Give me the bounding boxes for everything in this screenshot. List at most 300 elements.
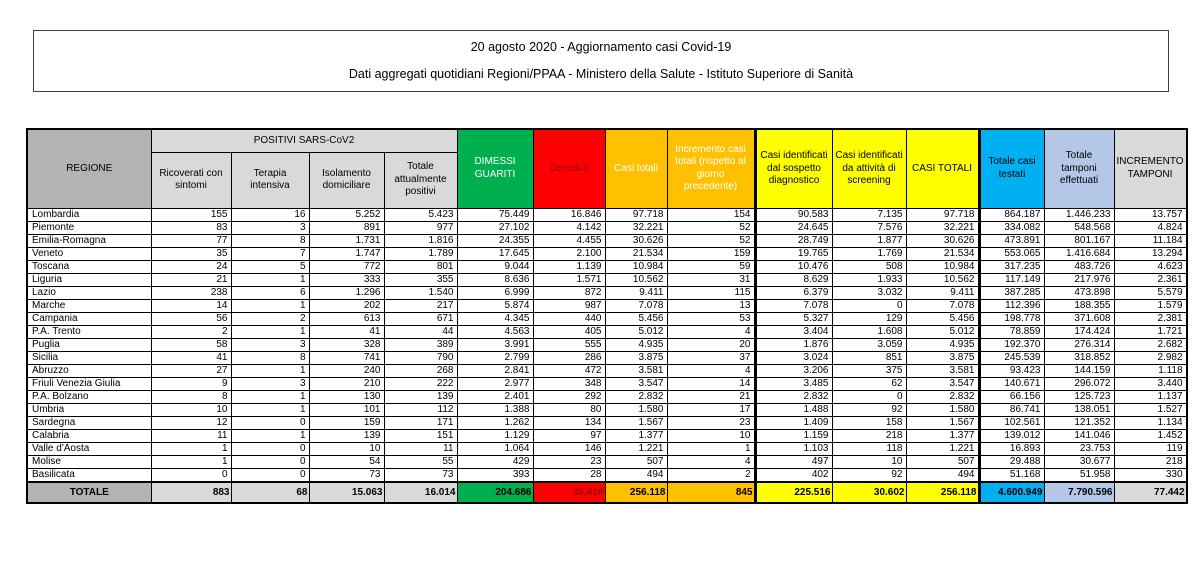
value-cell: 292 bbox=[533, 390, 605, 403]
value-cell: 146 bbox=[533, 442, 605, 455]
table-row bbox=[27, 429, 1187, 442]
covid-data-table bbox=[26, 128, 1188, 504]
value-cell: 2 bbox=[151, 325, 231, 338]
value-cell: 671 bbox=[384, 312, 457, 325]
value-cell: 328 bbox=[309, 338, 384, 351]
value-cell: 1.608 bbox=[832, 325, 906, 338]
value-cell: 296.072 bbox=[1044, 377, 1114, 390]
value-cell: 102.561 bbox=[979, 416, 1044, 429]
value-cell: 32.221 bbox=[605, 221, 667, 234]
region-name-cell: Campania bbox=[27, 312, 151, 325]
region-name-cell: Basilicata bbox=[27, 468, 151, 482]
col-header-deceduti: Deceduti bbox=[533, 129, 605, 208]
value-cell: 59 bbox=[667, 260, 755, 273]
value-cell: 7.078 bbox=[755, 299, 832, 312]
value-cell: 5 bbox=[231, 260, 309, 273]
value-cell: 1.488 bbox=[755, 403, 832, 416]
value-cell: 2.841 bbox=[457, 364, 533, 377]
col-group-positivi: POSITIVI SARS-CoV2 bbox=[151, 129, 457, 152]
value-cell: 118 bbox=[832, 442, 906, 455]
value-cell: 134 bbox=[533, 416, 605, 429]
value-cell: 318.852 bbox=[1044, 351, 1114, 364]
value-cell: 1.064 bbox=[457, 442, 533, 455]
value-cell: 13.294 bbox=[1114, 247, 1187, 260]
value-cell: 5.423 bbox=[384, 208, 457, 221]
region-name-cell: Veneto bbox=[27, 247, 151, 260]
value-cell: 140.671 bbox=[979, 377, 1044, 390]
value-cell: 3.404 bbox=[755, 325, 832, 338]
value-cell: 222 bbox=[384, 377, 457, 390]
value-cell: 9.411 bbox=[605, 286, 667, 299]
value-cell: 1.452 bbox=[1114, 429, 1187, 442]
table-row bbox=[27, 273, 1187, 286]
value-cell: 2.381 bbox=[1114, 312, 1187, 325]
value-cell: 4.142 bbox=[533, 221, 605, 234]
value-cell: 5.874 bbox=[457, 299, 533, 312]
value-cell: 790 bbox=[384, 351, 457, 364]
value-cell: 1.789 bbox=[384, 247, 457, 260]
value-cell: 210 bbox=[309, 377, 384, 390]
title-box bbox=[33, 30, 1169, 92]
total-row bbox=[27, 482, 1187, 503]
total-value-cell: 225.516 bbox=[755, 482, 832, 503]
value-cell: 119 bbox=[1114, 442, 1187, 455]
value-cell: 3.059 bbox=[832, 338, 906, 351]
value-cell: 0 bbox=[231, 468, 309, 482]
value-cell: 21.534 bbox=[605, 247, 667, 260]
col-header-ricoverati: Ricoverati con sintomi bbox=[151, 152, 231, 208]
value-cell: 159 bbox=[309, 416, 384, 429]
value-cell: 0 bbox=[231, 442, 309, 455]
value-cell: 2.982 bbox=[1114, 351, 1187, 364]
value-cell: 1.134 bbox=[1114, 416, 1187, 429]
value-cell: 138.051 bbox=[1044, 403, 1114, 416]
col-header-isolamento: Isolamento domiciliare bbox=[309, 152, 384, 208]
total-value-cell: 883 bbox=[151, 482, 231, 503]
title-line-1: 20 agosto 2020 - Aggiornamento casi Covid-19 bbox=[470, 40, 732, 54]
table-row bbox=[27, 442, 1187, 455]
region-name-cell: Emilia-Romagna bbox=[27, 234, 151, 247]
value-cell: 78.859 bbox=[979, 325, 1044, 338]
value-cell: 1.816 bbox=[384, 234, 457, 247]
value-cell: 472 bbox=[533, 364, 605, 377]
value-cell: 613 bbox=[309, 312, 384, 325]
value-cell: 92 bbox=[832, 468, 906, 482]
value-cell: 355 bbox=[384, 273, 457, 286]
title-line-2: Dati aggregati quotidiani Regioni/PPAA - Ministero della Salute - Istituto Superiore di Sanità bbox=[348, 67, 854, 81]
region-name-cell: Molise bbox=[27, 455, 151, 468]
region-name-cell: Lazio bbox=[27, 286, 151, 299]
value-cell: 741 bbox=[309, 351, 384, 364]
value-cell: 555 bbox=[533, 338, 605, 351]
value-cell: 5.456 bbox=[605, 312, 667, 325]
value-cell: 32.221 bbox=[906, 221, 979, 234]
value-cell: 548.568 bbox=[1044, 221, 1114, 234]
value-cell: 93.423 bbox=[979, 364, 1044, 377]
value-cell: 3 bbox=[231, 338, 309, 351]
value-cell: 508 bbox=[832, 260, 906, 273]
value-cell: 14 bbox=[151, 299, 231, 312]
table-row bbox=[27, 247, 1187, 260]
value-cell: 1 bbox=[667, 442, 755, 455]
col-header-casi-totali-2: CASI TOTALI bbox=[906, 129, 979, 208]
total-value-cell: 256.118 bbox=[906, 482, 979, 503]
value-cell: 4.623 bbox=[1114, 260, 1187, 273]
value-cell: 56 bbox=[151, 312, 231, 325]
region-name-cell: Sardegna bbox=[27, 416, 151, 429]
table-row bbox=[27, 468, 1187, 482]
table-row bbox=[27, 234, 1187, 247]
value-cell: 3.991 bbox=[457, 338, 533, 351]
value-cell: 393 bbox=[457, 468, 533, 482]
value-cell: 4 bbox=[667, 455, 755, 468]
value-cell: 144.159 bbox=[1044, 364, 1114, 377]
col-header-totale-positivi: Totale attualmente positivi bbox=[384, 152, 457, 208]
value-cell: 51.168 bbox=[979, 468, 1044, 482]
value-cell: 4.563 bbox=[457, 325, 533, 338]
value-cell: 2.832 bbox=[906, 390, 979, 403]
value-cell: 3.024 bbox=[755, 351, 832, 364]
region-name-cell: Toscana bbox=[27, 260, 151, 273]
value-cell: 30.677 bbox=[1044, 455, 1114, 468]
value-cell: 23 bbox=[667, 416, 755, 429]
value-cell: 16.846 bbox=[533, 208, 605, 221]
total-value-cell: 68 bbox=[231, 482, 309, 503]
value-cell: 4 bbox=[667, 364, 755, 377]
value-cell: 8.636 bbox=[457, 273, 533, 286]
value-cell: 151 bbox=[384, 429, 457, 442]
value-cell: 17.645 bbox=[457, 247, 533, 260]
value-cell: 55 bbox=[384, 455, 457, 468]
value-cell: 507 bbox=[605, 455, 667, 468]
table-row bbox=[27, 286, 1187, 299]
value-cell: 10 bbox=[151, 403, 231, 416]
value-cell: 10.984 bbox=[906, 260, 979, 273]
value-cell: 4.935 bbox=[605, 338, 667, 351]
col-header-sospetto-diagnostico: Casi identificati dal sospetto diagnostico bbox=[755, 129, 832, 208]
table-row bbox=[27, 377, 1187, 390]
value-cell: 864.187 bbox=[979, 208, 1044, 221]
value-cell: 8 bbox=[231, 351, 309, 364]
value-cell: 4.824 bbox=[1114, 221, 1187, 234]
value-cell: 218 bbox=[832, 429, 906, 442]
value-cell: 473.898 bbox=[1044, 286, 1114, 299]
value-cell: 54 bbox=[309, 455, 384, 468]
value-cell: 1.129 bbox=[457, 429, 533, 442]
value-cell: 139 bbox=[384, 390, 457, 403]
value-cell: 198.778 bbox=[979, 312, 1044, 325]
value-cell: 0 bbox=[151, 468, 231, 482]
value-cell: 987 bbox=[533, 299, 605, 312]
value-cell: 440 bbox=[533, 312, 605, 325]
region-name-cell: Umbria bbox=[27, 403, 151, 416]
value-cell: 891 bbox=[309, 221, 384, 234]
value-cell: 13 bbox=[667, 299, 755, 312]
col-header-terapia-intensiva: Terapia intensiva bbox=[231, 152, 309, 208]
region-name-cell: P.A. Bolzano bbox=[27, 390, 151, 403]
value-cell: 159 bbox=[667, 247, 755, 260]
value-cell: 28.749 bbox=[755, 234, 832, 247]
total-value-cell: 77.442 bbox=[1114, 482, 1187, 503]
value-cell: 3.547 bbox=[605, 377, 667, 390]
value-cell: 24 bbox=[151, 260, 231, 273]
value-cell: 23 bbox=[533, 455, 605, 468]
value-cell: 2.361 bbox=[1114, 273, 1187, 286]
value-cell: 5.327 bbox=[755, 312, 832, 325]
value-cell: 86.741 bbox=[979, 403, 1044, 416]
col-header-screening: Casi identificati da attività di screening bbox=[832, 129, 906, 208]
value-cell: 129 bbox=[832, 312, 906, 325]
table-row bbox=[27, 312, 1187, 325]
table-row bbox=[27, 260, 1187, 273]
value-cell: 11.184 bbox=[1114, 234, 1187, 247]
table-row bbox=[27, 403, 1187, 416]
table-row bbox=[27, 221, 1187, 234]
value-cell: 66.156 bbox=[979, 390, 1044, 403]
value-cell: 3.032 bbox=[832, 286, 906, 299]
col-header-dimessi-guariti: DIMESSI GUARITI bbox=[457, 129, 533, 208]
table-body bbox=[27, 208, 1187, 482]
value-cell: 80 bbox=[533, 403, 605, 416]
value-cell: 5.012 bbox=[906, 325, 979, 338]
value-cell: 977 bbox=[384, 221, 457, 234]
value-cell: 11 bbox=[384, 442, 457, 455]
value-cell: 245.539 bbox=[979, 351, 1044, 364]
value-cell: 2 bbox=[231, 312, 309, 325]
value-cell: 9.044 bbox=[457, 260, 533, 273]
region-name-cell: Lombardia bbox=[27, 208, 151, 221]
value-cell: 1.527 bbox=[1114, 403, 1187, 416]
value-cell: 405 bbox=[533, 325, 605, 338]
value-cell: 2.799 bbox=[457, 351, 533, 364]
table-row bbox=[27, 208, 1187, 221]
value-cell: 154 bbox=[667, 208, 755, 221]
value-cell: 2 bbox=[667, 468, 755, 482]
value-cell: 317.235 bbox=[979, 260, 1044, 273]
value-cell: 1 bbox=[151, 455, 231, 468]
value-cell: 1 bbox=[231, 390, 309, 403]
value-cell: 139.012 bbox=[979, 429, 1044, 442]
value-cell: 53 bbox=[667, 312, 755, 325]
value-cell: 507 bbox=[906, 455, 979, 468]
value-cell: 10 bbox=[667, 429, 755, 442]
value-cell: 13.757 bbox=[1114, 208, 1187, 221]
col-header-incremento-casi: Incremento casi totali (rispetto al giorno precedente) bbox=[667, 129, 755, 208]
value-cell: 51.958 bbox=[1044, 468, 1114, 482]
value-cell: 9.411 bbox=[906, 286, 979, 299]
value-cell: 44 bbox=[384, 325, 457, 338]
value-cell: 3 bbox=[231, 221, 309, 234]
value-cell: 1.409 bbox=[755, 416, 832, 429]
value-cell: 52 bbox=[667, 234, 755, 247]
region-name-cell: Sicilia bbox=[27, 351, 151, 364]
value-cell: 2.100 bbox=[533, 247, 605, 260]
col-header-casi-testati: Totale casi testati bbox=[979, 129, 1044, 208]
value-cell: 97.718 bbox=[605, 208, 667, 221]
value-cell: 238 bbox=[151, 286, 231, 299]
value-cell: 125.723 bbox=[1044, 390, 1114, 403]
region-name-cell: Friuli Venezia Giulia bbox=[27, 377, 151, 390]
value-cell: 1 bbox=[231, 429, 309, 442]
value-cell: 1.580 bbox=[906, 403, 979, 416]
total-value-cell: 256.118 bbox=[605, 482, 667, 503]
value-cell: 10.984 bbox=[605, 260, 667, 273]
value-cell: 27.102 bbox=[457, 221, 533, 234]
value-cell: 7 bbox=[231, 247, 309, 260]
value-cell: 141.046 bbox=[1044, 429, 1114, 442]
value-cell: 286 bbox=[533, 351, 605, 364]
value-cell: 75.449 bbox=[457, 208, 533, 221]
value-cell: 188.355 bbox=[1044, 299, 1114, 312]
table-footer bbox=[27, 482, 1187, 503]
value-cell: 202 bbox=[309, 299, 384, 312]
table-row bbox=[27, 416, 1187, 429]
table-row bbox=[27, 299, 1187, 312]
value-cell: 3.875 bbox=[605, 351, 667, 364]
value-cell: 139 bbox=[309, 429, 384, 442]
value-cell: 5.456 bbox=[906, 312, 979, 325]
total-value-cell: 16.014 bbox=[384, 482, 457, 503]
col-header-regione: REGIONE bbox=[27, 129, 151, 208]
total-value-cell: 4.600.949 bbox=[979, 482, 1044, 503]
value-cell: 333 bbox=[309, 273, 384, 286]
value-cell: 801.167 bbox=[1044, 234, 1114, 247]
value-cell: 17 bbox=[667, 403, 755, 416]
value-cell: 0 bbox=[231, 416, 309, 429]
value-cell: 8 bbox=[231, 234, 309, 247]
value-cell: 348 bbox=[533, 377, 605, 390]
value-cell: 497 bbox=[755, 455, 832, 468]
value-cell: 158 bbox=[832, 416, 906, 429]
value-cell: 7.135 bbox=[832, 208, 906, 221]
value-cell: 62 bbox=[832, 377, 906, 390]
value-cell: 387.285 bbox=[979, 286, 1044, 299]
value-cell: 29.488 bbox=[979, 455, 1044, 468]
value-cell: 1.567 bbox=[605, 416, 667, 429]
value-cell: 1.388 bbox=[457, 403, 533, 416]
value-cell: 4.345 bbox=[457, 312, 533, 325]
value-cell: 6 bbox=[231, 286, 309, 299]
value-cell: 217 bbox=[384, 299, 457, 312]
total-value-cell: 35.418 bbox=[533, 482, 605, 503]
value-cell: 130 bbox=[309, 390, 384, 403]
value-cell: 1.876 bbox=[755, 338, 832, 351]
value-cell: 218 bbox=[1114, 455, 1187, 468]
value-cell: 41 bbox=[309, 325, 384, 338]
value-cell: 28 bbox=[533, 468, 605, 482]
table-header bbox=[27, 129, 1187, 208]
value-cell: 14 bbox=[667, 377, 755, 390]
value-cell: 553.065 bbox=[979, 247, 1044, 260]
value-cell: 5.012 bbox=[605, 325, 667, 338]
value-cell: 174.424 bbox=[1044, 325, 1114, 338]
value-cell: 3 bbox=[231, 377, 309, 390]
table-row bbox=[27, 325, 1187, 338]
value-cell: 2.401 bbox=[457, 390, 533, 403]
table-row bbox=[27, 390, 1187, 403]
value-cell: 5.579 bbox=[1114, 286, 1187, 299]
table-row bbox=[27, 351, 1187, 364]
table-row bbox=[27, 364, 1187, 377]
value-cell: 7.078 bbox=[605, 299, 667, 312]
table-row bbox=[27, 455, 1187, 468]
value-cell: 73 bbox=[384, 468, 457, 482]
value-cell: 2.832 bbox=[605, 390, 667, 403]
value-cell: 10 bbox=[832, 455, 906, 468]
value-cell: 494 bbox=[605, 468, 667, 482]
value-cell: 6.379 bbox=[755, 286, 832, 299]
value-cell: 19.765 bbox=[755, 247, 832, 260]
value-cell: 1.877 bbox=[832, 234, 906, 247]
value-cell: 375 bbox=[832, 364, 906, 377]
value-cell: 4.455 bbox=[533, 234, 605, 247]
value-cell: 429 bbox=[457, 455, 533, 468]
value-cell: 52 bbox=[667, 221, 755, 234]
total-value-cell: 7.790.596 bbox=[1044, 482, 1114, 503]
value-cell: 240 bbox=[309, 364, 384, 377]
value-cell: 483.726 bbox=[1044, 260, 1114, 273]
table-row bbox=[27, 338, 1187, 351]
region-name-cell: Marche bbox=[27, 299, 151, 312]
value-cell: 1.377 bbox=[906, 429, 979, 442]
value-cell: 10.562 bbox=[906, 273, 979, 286]
value-cell: 1.747 bbox=[309, 247, 384, 260]
value-cell: 1 bbox=[231, 403, 309, 416]
value-cell: 1.262 bbox=[457, 416, 533, 429]
value-cell: 217.976 bbox=[1044, 273, 1114, 286]
value-cell: 1.103 bbox=[755, 442, 832, 455]
value-cell: 21 bbox=[151, 273, 231, 286]
value-cell: 1.296 bbox=[309, 286, 384, 299]
value-cell: 83 bbox=[151, 221, 231, 234]
value-cell: 117.149 bbox=[979, 273, 1044, 286]
value-cell: 112 bbox=[384, 403, 457, 416]
value-cell: 21 bbox=[667, 390, 755, 403]
value-cell: 494 bbox=[906, 468, 979, 482]
value-cell: 58 bbox=[151, 338, 231, 351]
value-cell: 402 bbox=[755, 468, 832, 482]
region-name-cell: Liguria bbox=[27, 273, 151, 286]
value-cell: 2.977 bbox=[457, 377, 533, 390]
value-cell: 1.446.233 bbox=[1044, 208, 1114, 221]
value-cell: 1.416.684 bbox=[1044, 247, 1114, 260]
value-cell: 0 bbox=[832, 299, 906, 312]
value-cell: 16 bbox=[231, 208, 309, 221]
value-cell: 10.476 bbox=[755, 260, 832, 273]
value-cell: 1.933 bbox=[832, 273, 906, 286]
value-cell: 772 bbox=[309, 260, 384, 273]
value-cell: 851 bbox=[832, 351, 906, 364]
value-cell: 0 bbox=[832, 390, 906, 403]
region-name-cell: Calabria bbox=[27, 429, 151, 442]
value-cell: 30.626 bbox=[906, 234, 979, 247]
value-cell: 97 bbox=[533, 429, 605, 442]
total-label-cell: TOTALE bbox=[27, 482, 151, 503]
value-cell: 2.832 bbox=[755, 390, 832, 403]
value-cell: 330 bbox=[1114, 468, 1187, 482]
col-header-tamponi-effettuati: Totale tamponi effettuati bbox=[1044, 129, 1114, 208]
total-value-cell: 204.686 bbox=[457, 482, 533, 503]
value-cell: 8.629 bbox=[755, 273, 832, 286]
value-cell: 1.221 bbox=[605, 442, 667, 455]
total-value-cell: 845 bbox=[667, 482, 755, 503]
header-row-group bbox=[27, 129, 1187, 152]
value-cell: 121.352 bbox=[1044, 416, 1114, 429]
value-cell: 101 bbox=[309, 403, 384, 416]
value-cell: 1.769 bbox=[832, 247, 906, 260]
value-cell: 1.159 bbox=[755, 429, 832, 442]
value-cell: 801 bbox=[384, 260, 457, 273]
